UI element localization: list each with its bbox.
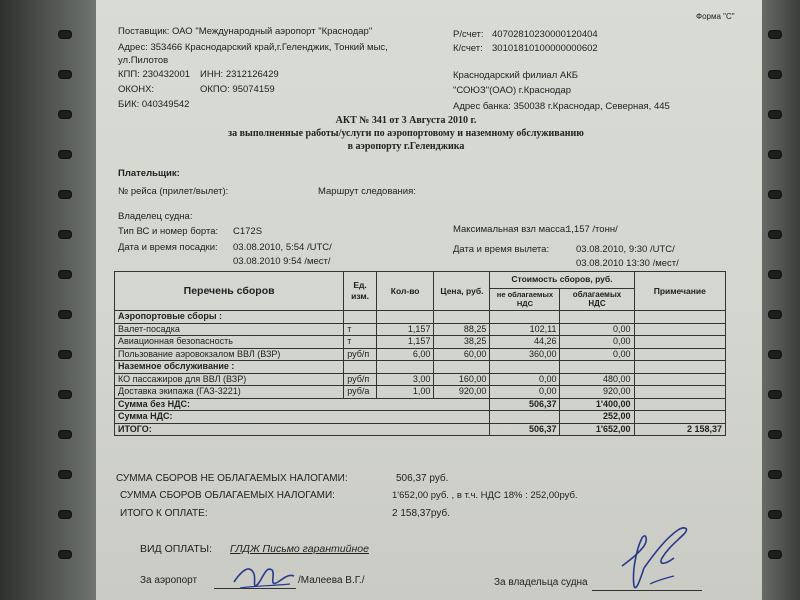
departure-utc: 03.08.2010, 9:30 /UTC/	[576, 244, 675, 255]
row-no-vat: 102,11	[490, 323, 560, 336]
sum-no-vat-vat: 1'400,00	[560, 398, 634, 411]
route-label: Маршрут следования:	[318, 186, 416, 197]
bank-rs-value: 40702810230000120404	[492, 29, 598, 40]
airport-signature-mark	[228, 560, 298, 596]
bank-ks-label: К/счет:	[453, 43, 483, 54]
row-vat: 0,00	[560, 348, 634, 361]
act-location: в аэропорту г.Геленджика	[347, 141, 465, 152]
row-qty: 6,00	[376, 348, 434, 361]
row-name: Пользование аэровокзалом ВВЛ (ВЗР)	[115, 348, 344, 361]
aircraft-type-label: Тип ВС и номер борта:	[118, 226, 219, 237]
total-novat: 506,37	[490, 423, 560, 436]
act-subtitle: за выполненные работы/услуги по аэропортовому и наземному обслуживанию	[228, 128, 584, 139]
supplier-address-line1: Адрес: 353466 Краснодарский край,г.Геленджик, Тонкий мыс,	[118, 42, 388, 53]
form-label: Форма "С"	[696, 12, 735, 21]
row-name: КО пассажиров для ВВЛ (ВЗР)	[115, 373, 344, 386]
table-row	[115, 323, 726, 336]
owner-signature-mark	[604, 520, 704, 600]
total-row	[115, 423, 726, 436]
header-unit: Ед. изм.	[344, 272, 377, 311]
header-no-vat: не облагаемых НДС	[490, 288, 560, 310]
row-qty: 1,157	[376, 323, 434, 336]
row-unit: руб/п	[344, 348, 377, 361]
header-fees: Перечень сборов	[115, 272, 344, 311]
bank-ks-value: 30101810100000000602	[492, 43, 598, 54]
signature-airport-label: За аэропорт	[140, 575, 198, 586]
header-price: Цена, руб.	[434, 272, 490, 311]
table-row	[115, 336, 726, 349]
header-qty: Кол-во	[376, 272, 434, 311]
row-unit: т	[344, 336, 377, 349]
payer-label: Плательщик:	[118, 168, 180, 179]
payment-type-label: ВИД ОПЛАТЫ:	[140, 543, 212, 555]
table-row	[115, 348, 726, 361]
sum-vat-label: Сумма НДС:	[115, 411, 490, 424]
summary-pay-label: ИТОГО К ОПЛАТЕ:	[120, 508, 208, 519]
supplier-name: Поставщик: ОАО "Международный аэропорт "Краснодар"	[118, 26, 373, 37]
landing-local: 03.08.2010 9:54 /мест/	[233, 256, 331, 267]
row-qty: 1,157	[376, 336, 434, 349]
summary-no-tax-label: СУММА СБОРОВ НЕ ОБЛАГАЕМЫХ НАЛОГАМИ:	[116, 473, 348, 484]
supplier-inn: ИНН: 2312126429	[200, 69, 279, 80]
row-vat: 0,00	[560, 336, 634, 349]
owner-label: Владелец судна:	[118, 211, 193, 222]
header-note: Примечание	[634, 272, 725, 311]
bank-rs-label: Р/счет:	[453, 29, 484, 40]
row-unit: руб/а	[344, 386, 377, 399]
summary-pay-value: 2 158,37руб.	[392, 508, 450, 519]
row-vat: 0,00	[560, 323, 634, 336]
section-label-airport: Аэропортовые сборы :	[115, 311, 344, 324]
table-row	[115, 386, 726, 399]
max-mass-value: 1,157 /тонн/	[566, 224, 618, 235]
summary-tax-value: 1'652,00 руб. , в т.ч. НДС 18% : 252,00руб.	[392, 490, 578, 501]
sum-no-vat-label: Сумма без НДС:	[115, 398, 490, 411]
row-qty: 3,00	[376, 373, 434, 386]
total-note: 2 158,37	[634, 423, 725, 436]
row-name: Валет-посадка	[115, 323, 344, 336]
row-vat: 920,00	[560, 386, 634, 399]
row-qty: 1,00	[376, 386, 434, 399]
total-label: ИТОГО:	[115, 423, 490, 436]
header-vat: облагаемых НДС	[560, 288, 634, 310]
row-price: 88,25	[434, 323, 490, 336]
aircraft-type-value: C172S	[233, 226, 263, 237]
sum-vat-row	[115, 411, 726, 424]
row-price: 160,00	[434, 373, 490, 386]
document-page	[96, 0, 762, 600]
sum-vat-vat: 252,00	[560, 411, 634, 424]
row-no-vat: 360,00	[490, 348, 560, 361]
signature-owner-label: За владельца судна	[494, 577, 588, 588]
bank-branch-line2: "СОЮЗ"(ОАО) г.Краснодар	[453, 85, 572, 96]
section-row-ground	[115, 361, 726, 374]
landing-utc: 03.08.2010, 5:54 /UTC/	[233, 242, 332, 253]
row-vat: 480,00	[560, 373, 634, 386]
signature-airport-name: /Малеева В.Г./	[298, 575, 365, 586]
departure-label: Дата и время вылета:	[453, 244, 550, 255]
flight-number-label: № рейса (прилет/вылет):	[118, 186, 229, 197]
bank-address: Адрес банка: 350038 г.Краснодар, Северная, 445	[453, 101, 670, 112]
max-mass-label: Максимальная взл масса:	[453, 224, 568, 235]
act-title: АКТ № 341 от 3 Августа 2010 г.	[335, 115, 477, 126]
row-name: Авиационная безопасность	[115, 336, 344, 349]
fees-table	[114, 271, 726, 436]
section-row-airport	[115, 311, 726, 324]
row-unit: руб/п	[344, 373, 377, 386]
table-row	[115, 373, 726, 386]
section-label-ground: Наземное обслуживание :	[115, 361, 344, 374]
total-vat: 1'652,00	[560, 423, 634, 436]
table-header-row	[115, 272, 726, 289]
row-no-vat: 44,26	[490, 336, 560, 349]
landing-label: Дата и время посадки:	[118, 242, 218, 253]
summary-tax-label: СУММА СБОРОВ ОБЛАГАЕМЫХ НАЛОГАМИ:	[120, 490, 335, 501]
supplier-okpo: ОКПО: 95074159	[200, 84, 275, 95]
payment-type-value: ГЛДЖ Письмо гарантийное	[230, 543, 369, 555]
row-price: 920,00	[434, 386, 490, 399]
bank-branch-line1: Краснодарский филиал АКБ	[453, 70, 578, 81]
row-no-vat: 0,00	[490, 386, 560, 399]
row-price: 38,25	[434, 336, 490, 349]
departure-local: 03.08.2010 13:30 /мест/	[576, 258, 679, 269]
header-cost: Стоимость сборов, руб.	[490, 272, 634, 289]
sum-no-vat-row	[115, 398, 726, 411]
row-name: Доставка экипажа (ГАЗ-3221)	[115, 386, 344, 399]
row-price: 60,00	[434, 348, 490, 361]
row-unit: т	[344, 323, 377, 336]
supplier-okonh: ОКОНХ:	[118, 84, 155, 95]
row-no-vat: 0,00	[490, 373, 560, 386]
supplier-address-line2: ул.Пилотов	[118, 55, 169, 66]
supplier-bik: БИК: 040349542	[118, 99, 190, 110]
supplier-kpp: КПП: 230432001	[118, 69, 191, 80]
sum-no-vat-novat: 506,37	[490, 398, 560, 411]
summary-no-tax-value: 506,37 руб.	[396, 473, 449, 484]
